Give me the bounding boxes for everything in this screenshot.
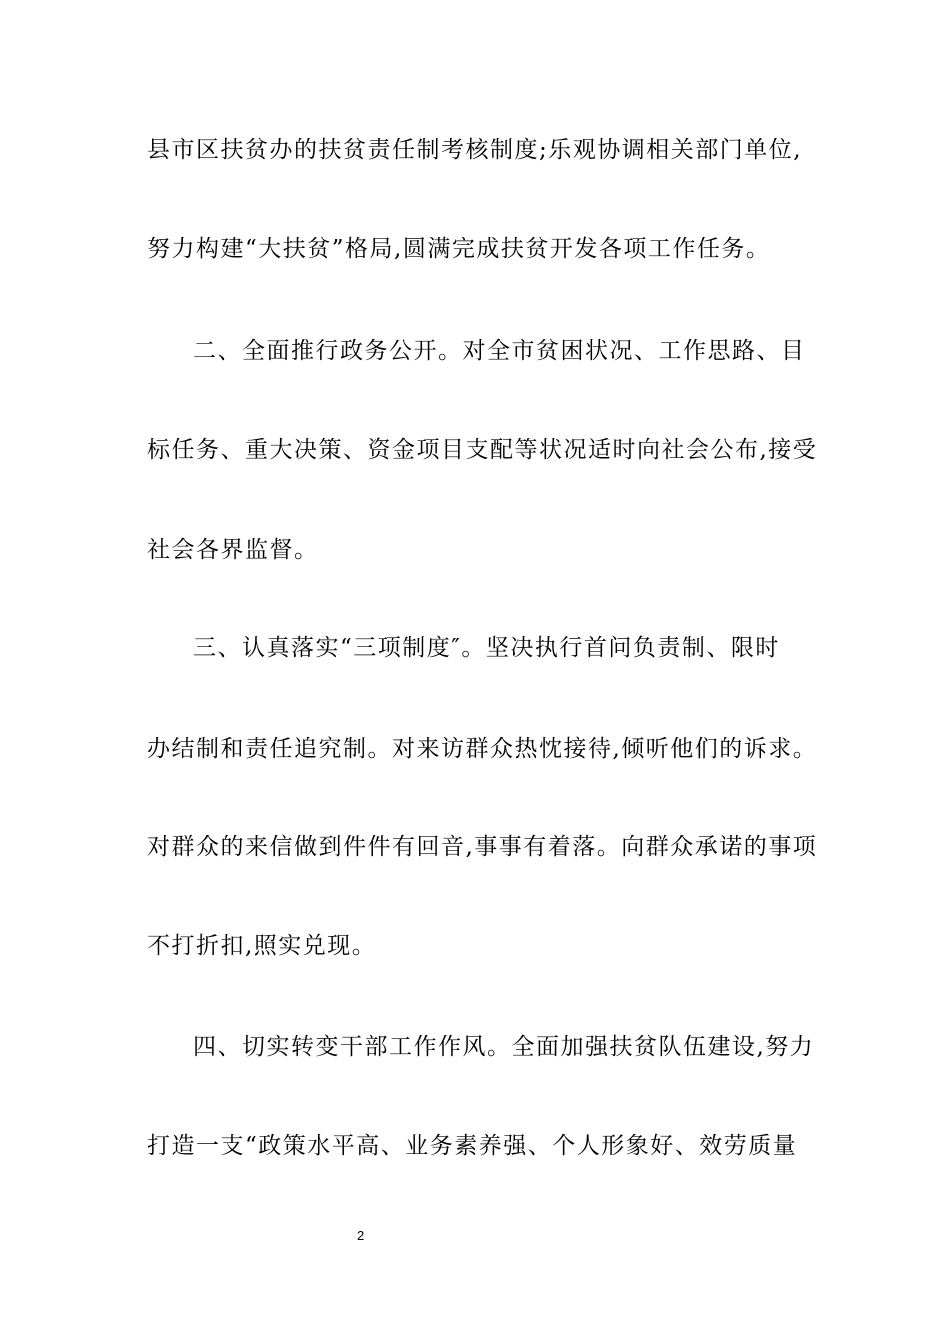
paragraph-heading-2: 二、全面推行政务公开。对全市贫困状况、工作思路、目: [193, 338, 806, 364]
text-line: 对群众的来信做到件件有回音,事事有着落。向群众承诺的事项: [147, 834, 818, 860]
paragraph-heading-4: 四、切实转变干部工作作风。全面加强扶贫队伍建设,努力: [193, 1034, 815, 1060]
text-line: 社会各界监督。: [147, 537, 319, 563]
page-number: 2: [357, 1228, 365, 1243]
text-line: 办结制和责任追究制。对来访群众热忱接待,倾听他们的诉求。: [147, 736, 818, 762]
text-line: 努力构建“大扶贫”格局,圆满完成扶贫开发各项工作任务。: [147, 236, 771, 262]
paragraph-heading-3: 三、认真落实“三项制度″。坚决执行首问负责制、限时: [193, 635, 780, 661]
text-line: 县市区扶贫办的扶贫责任制考核制度;乐观协调相关部门单位,: [147, 137, 803, 163]
text-line: 标任务、重大决策、资金项目支配等状况适时向社会公布,接受: [147, 437, 818, 463]
text-line: 打造一支“政策水平高、业务素养强、个人形象好、效劳质量: [147, 1133, 798, 1159]
text-line: 不打折扣,照实兑现。: [147, 933, 377, 959]
